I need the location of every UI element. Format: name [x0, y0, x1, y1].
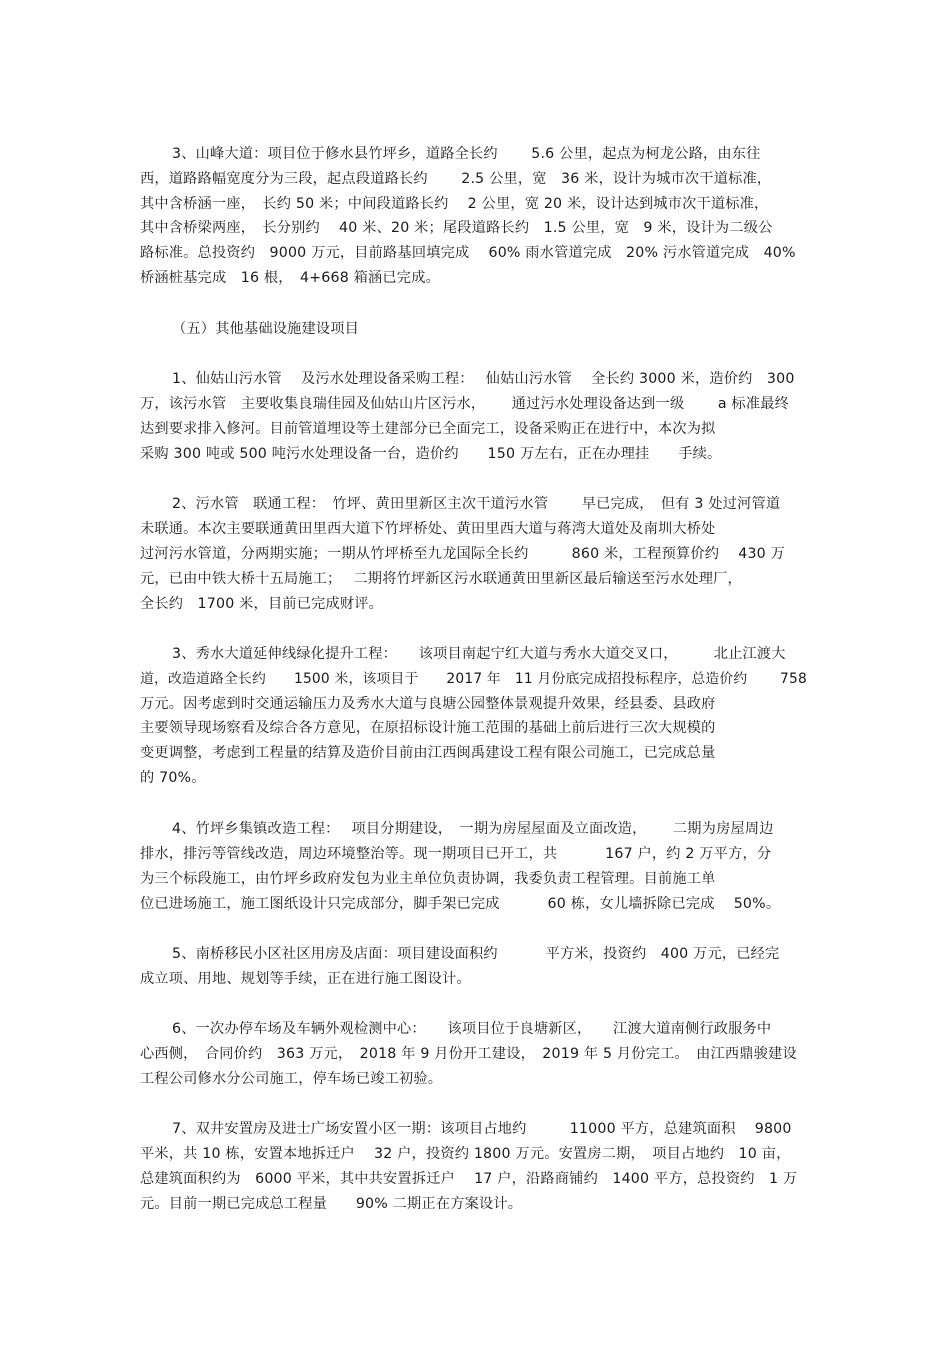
paragraph-line: 的 70%。: [140, 770, 206, 786]
paragraph-line: 4、竹坪乡集镇改造工程： 项目分期建设， 一期为房屋屋面及立面改造， 二期为房屋周边: [172, 821, 774, 837]
paragraph-line: 过河污水管道，分两期实施；一期从竹坪桥至九龙国际全长约 860 米，工程预算价约 430 万: [140, 546, 785, 562]
paragraph-line: 万元。因考虑到时交通运输压力及秀水大道与良塘公园整体景观提升效果，经县委、县政府: [140, 696, 716, 712]
paragraph-line: 5、南桥移民小区社区用房及店面：项目建设面积约 平方米，投资约 400 万元，已经完: [172, 946, 780, 962]
paragraph-line: 西，道路路幅宽度分为三段，起点段道路长约 2.5 公里，宽 36 米，设计为城市次干道标准，: [140, 171, 772, 187]
paragraph-line: 主要领导现场察看及综合各方意见，在原招标设计施工范围的基础上前后进行三次大规模的: [140, 720, 716, 736]
paragraph-line: 总建筑面积约为 6000 平米，其中共安置拆迁户 17 户，沿路商铺约 1400 平方，总投资约 1 万: [140, 1171, 798, 1187]
paragraph-line: 2、污水管 联通工程： 竹坪、黄田里新区主次干道污水管 早已完成， 但有 3 处过河管道: [172, 496, 781, 512]
paragraph-line: 未联通。本次主要联通黄田里西大道下竹坪桥处、黄田里西大道与蒋湾大道处及南圳大桥处: [140, 521, 716, 537]
paragraph-line: 工程公司修水分公司施工，停车场已竣工初验。: [140, 1071, 443, 1087]
paragraph-line: 为三个标段施工，由竹坪乡政府发包为业主单位负责协调，我委负责工程管理。目前施工单: [140, 871, 716, 887]
paragraph-line: 达到要求排入修河。目前管道埋设等土建部分已全面完工，设备采购正在进行中，本次为拟: [140, 421, 716, 437]
paragraph-line: 3、秀水大道延伸线绿化提升工程： 该项目南起宁红大道与秀水大道交叉口， 北止江渡大: [172, 646, 786, 662]
paragraph-line: 6、一次办停车场及车辆外观检测中心： 该项目位于良塘新区， 江渡大道南侧行政服务中: [172, 1021, 772, 1037]
paragraph-line: 平米，共 10 栋，安置本地拆迁户 32 户，投资约 1800 万元。安置房二期， 项目占地约 10 亩，: [140, 1146, 791, 1162]
paragraph-line: 元，已由中铁大桥十五局施工； 二期将竹坪新区污水联通黄田里新区最后输送至污水处理厂，: [140, 571, 742, 587]
paragraph-line: 心西侧， 合同价约 363 万元， 2018 年 9 月份开工建设， 2019 年 5 月份完工。 由江西鼎骏建设: [140, 1046, 797, 1062]
paragraph-line: 全长约 1700 米，目前已完成财评。: [140, 596, 384, 612]
paragraph-line: 元。目前一期已完成总工程量 90% 二期正在方案设计。: [140, 1196, 523, 1212]
paragraph-line: 路标准。总投资约 9000 万元，目前路基回填完成 60% 雨水管道完成 20% 污水管道完成 40%: [140, 245, 796, 261]
section-heading: （五）其他基础设施建设项目: [172, 321, 360, 337]
paragraph-line: 1、仙姑山污水管 及污水处理设备采购工程： 仙姑山污水管 全长约 3000 米，造价约 300: [172, 371, 795, 387]
paragraph-line: 其中含桥梁两座， 长分别约 40 米、20 米；尾段道路长约 1.5 公里，宽 9 米，设计为二级公: [140, 220, 773, 236]
paragraph-line: 其中含桥涵一座， 长约 50 米；中间段道路长约 2 公里，宽 20 米，设计达到城市次干道标准，: [140, 196, 769, 212]
paragraph-line: 道，改造道路全长约 1500 米，该项目于 2017 年 11 月份底完成招投标程序，总造价约 758: [140, 671, 807, 687]
paragraph-line: 位已进场施工，施工图纸设计只完成部分，脚手架已完成 60 栋，女儿墙拆除已完成 50%。: [140, 896, 781, 912]
paragraph-line: 3、山峰大道：项目位于修水县竹坪乡，道路全长约 5.6 公里，起点为柯龙公路，由东往: [172, 146, 761, 162]
paragraph-line: 变更调整，考虑到工程量的结算及造价目前由江西闽禹建设工程有限公司施工，已完成总量: [140, 745, 716, 761]
paragraph-line: 7、双井安置房及进士广场安置小区一期：该项目占地约 11000 平方，总建筑面积 9800: [172, 1121, 792, 1137]
paragraph-line: 桥涵桩基完成 16 根， 4+668 箱涵已完成。: [140, 270, 440, 286]
paragraph-line: 万，该污水管 主要收集良瑞佳园及仙姑山片区污水， 通过污水处理设备达到一级 a 标准最终: [140, 396, 789, 412]
paragraph-line: 采购 300 吨或 500 吨污水处理设备一台，造价约 150 万左右，正在办理挂 手续。: [140, 446, 722, 462]
paragraph-line: 成立项、用地、规划等手续，正在进行施工图设计。: [140, 971, 471, 987]
paragraph-line: 排水，排污等管线改造，周边环境整治等。现一期项目已开工，共 167 户，约 2 万平方，分: [140, 846, 772, 862]
